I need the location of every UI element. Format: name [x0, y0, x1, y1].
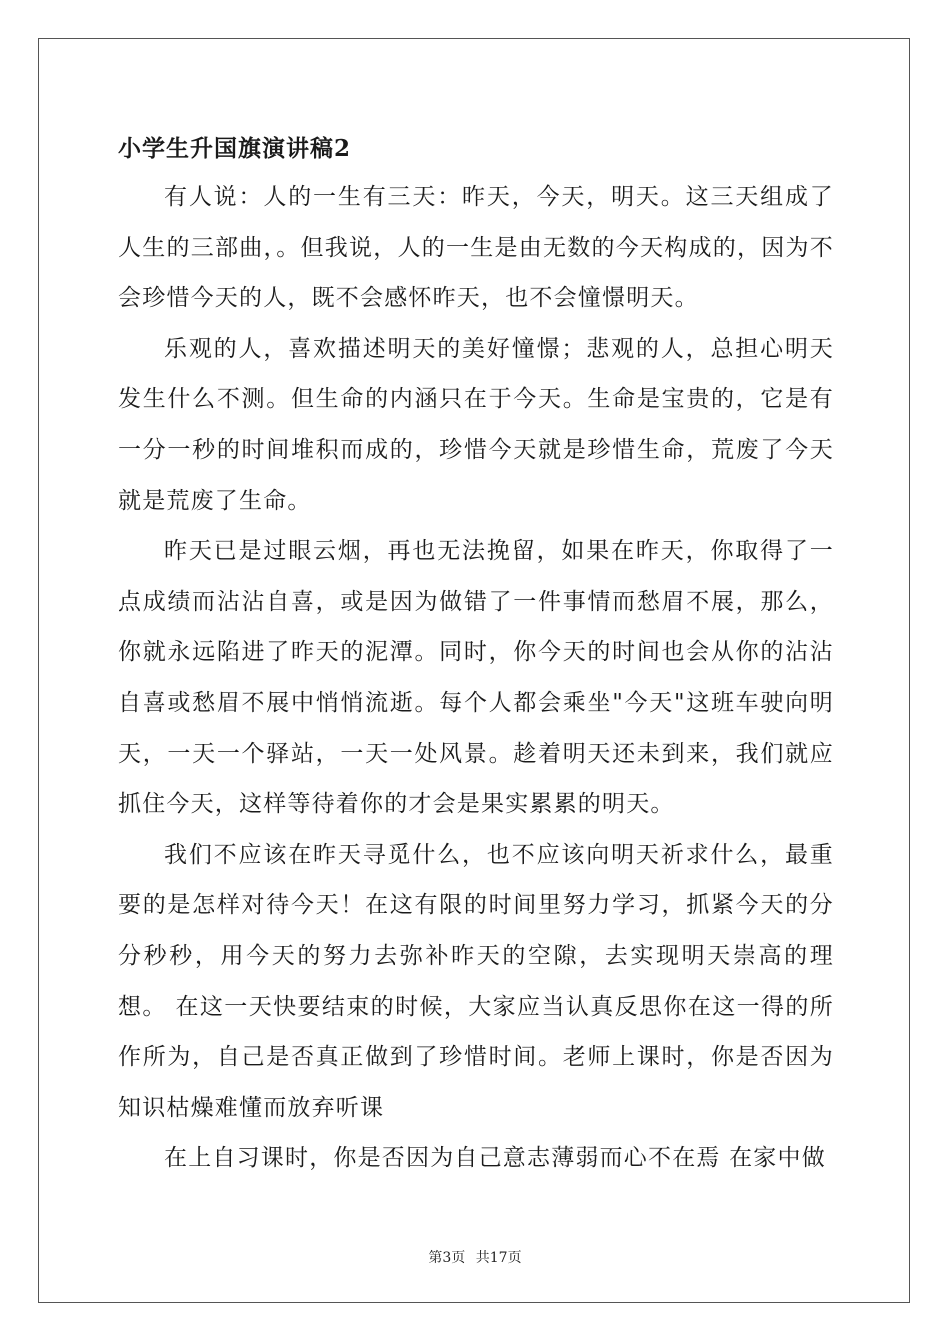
- document-body: [118, 126, 834, 1184]
- paragraph-2: 乐观的人，喜欢描述明天的美好憧憬；悲观的人，总担心明天发生什么不测。但生命的内涵只在于今天。生命是宝贵的，它是有一分一秒的时间堆积而成的，珍惜今天就是珍惜生命，荒废了今天就是荒废了生命。: [118, 335, 834, 514]
- page-footer: [0, 1247, 950, 1267]
- paragraph-3: 昨天已是过眼云烟，再也无法挽留，如果在昨天，你取得了一点成绩而沾沾自喜，或是因为做错了一件事情而愁眉不展，那么，你就永远陷进了昨天的泥潭。同时，你今天的时间也会从你的沾沾自喜或愁眉不展中悄悄流逝。每个人都会乘坐"今天"这班车驶向明天，一天一个驿站，一天一处风景。趁着明天还未到来，我们就应抓住今天，这样等待着你的才会是果实累累的明天。: [118, 538, 834, 818]
- paragraph-1: 有人说：人的一生有三天：昨天，今天，明天。这三天组成了人生的三部曲，。但我说，人的一生是由无数的今天构成的，因为不会珍惜今天的人，既不会感怀昨天，也不会憧憬明天。: [118, 184, 834, 312]
- paragraph-5: 在上自习课时，你是否因为自己意志薄弱而心不在焉 在家中做: [164, 1145, 826, 1172]
- page-number: 第3页: [428, 1250, 466, 1266]
- page-total: 共17页: [475, 1250, 522, 1266]
- document-title: 小学生升国旗演讲稿2: [118, 135, 352, 162]
- paragraph-4: 我们不应该在昨天寻觅什么，也不应该向明天祈求什么，最重要的是怎样对待今天！在这有限的时间里努力学习，抓紧今天的分分秒秒，用今天的努力去弥补昨天的空隙，去实现明天崇高的理想。 在这一天快要结束的时候，大家应当认真反思你在这一得的所作所为，自己是否真正做到了珍惜时间。老师上课时，你是否因为知识枯燥难懂而放弃听课: [118, 841, 834, 1121]
